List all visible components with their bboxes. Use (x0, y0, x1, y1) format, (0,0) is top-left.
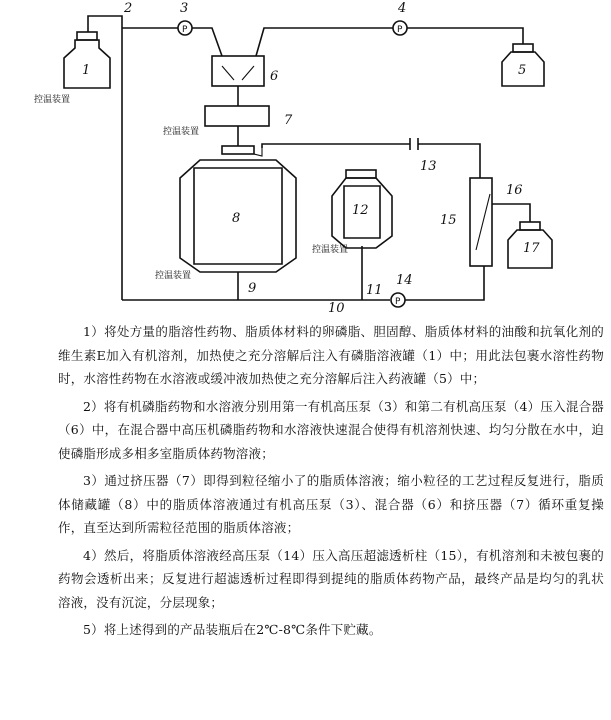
pipe-pump14-column (405, 266, 484, 300)
tank-1 (64, 32, 110, 88)
label-11: 11 (366, 283, 383, 298)
pump-14-symbol: P (395, 297, 401, 307)
pump-4 (393, 21, 407, 35)
label-12: 12 (352, 203, 369, 218)
step-1: 1）将处方量的脂溶性药物、脂质体材料的卵磷脂、胆固醇、脂质体材料的油酸和抗氧化剂的维生素E加入有机溶剂，加热使之充分溶解后注入有磷脂溶液罐（1）中；用此法包裹水溶性药物时，水溶性药物在水溶液或缓冲液加热使之充分溶解后注入药液罐（5）中； (58, 324, 604, 386)
pump-4-symbol: P (397, 25, 403, 35)
temp-control-caption-12: 控温装置 (312, 245, 349, 255)
step-4: 4）然后，将脂质体溶液经高压泵（14）压入高压超滤透析柱（15），有机溶剂和未被包裹的药物会透析出来；反复进行超滤透析过程即得到提纯的脂质体药物产品，最终产品是均匀的乳状溶液，没有沉淀，分层现象； (58, 547, 604, 610)
valve-13 (410, 138, 418, 150)
label-3: 3 (180, 1, 189, 16)
step-5: 5）将上述得到的产品装瓶后在2℃-8℃条件下贮藏。 (83, 622, 382, 637)
ultrafiltration-column-15 (470, 178, 492, 266)
mixer-6 (212, 56, 264, 86)
label-6: 6 (270, 69, 279, 84)
label-1: 1 (82, 63, 91, 78)
pump-3-symbol: P (182, 25, 188, 35)
temp-control-caption-8: 控温装置 (155, 271, 192, 281)
step-3: 3）通过挤压器（7）即得到粒径缩小了的脂质体溶液；缩小粒径的工艺过程反复进行，脂质体储藏罐（8）中的脂质体溶液通过有机高压泵（3）、混合器（6）和挤压器（7）循环重复操作，直至达到所需粒径范围的脂质体溶液； (58, 473, 604, 535)
label-13: 13 (420, 159, 437, 174)
label-16: 16 (506, 183, 523, 198)
storage-tank-8 (180, 146, 296, 272)
pump-14 (391, 293, 405, 307)
step-2: 2）将有机磷脂药物和水溶液分别用第一有机高压泵（3）和第二有机高压泵（4）压入混合器（6）中，在混合器中高压机磷脂药物和水溶液快速混合使得有机溶剂快速、均匀分散在水中，迫使磷脂形成多相多室脂质体药物溶液； (58, 398, 604, 461)
label-10: 10 (328, 301, 345, 316)
label-5: 5 (518, 63, 527, 78)
label-15: 15 (440, 213, 457, 228)
label-2: 2 (124, 1, 133, 16)
temp-control-caption-1: 控温装置 (34, 95, 71, 105)
pipe-tank1-main (88, 16, 122, 300)
extruder-7 (205, 106, 269, 126)
pump-3 (178, 21, 192, 35)
pipe-return-to-tank8 (262, 144, 410, 148)
temp-control-caption-7: 控温装置 (163, 127, 200, 137)
label-17: 17 (523, 241, 540, 256)
pipe-mixer-pump4 (256, 28, 393, 56)
process-steps (58, 320, 604, 646)
label-9: 9 (248, 281, 257, 296)
label-4: 4 (398, 1, 407, 16)
pipe-pump4-tank5 (407, 28, 523, 44)
pipe-pump3-mixer (192, 28, 222, 56)
label-14: 14 (396, 273, 413, 288)
label-7: 7 (284, 113, 293, 128)
label-8: 8 (232, 211, 241, 226)
pipe-column-bottle17 (492, 204, 530, 222)
process-flow-diagram (0, 0, 611, 318)
